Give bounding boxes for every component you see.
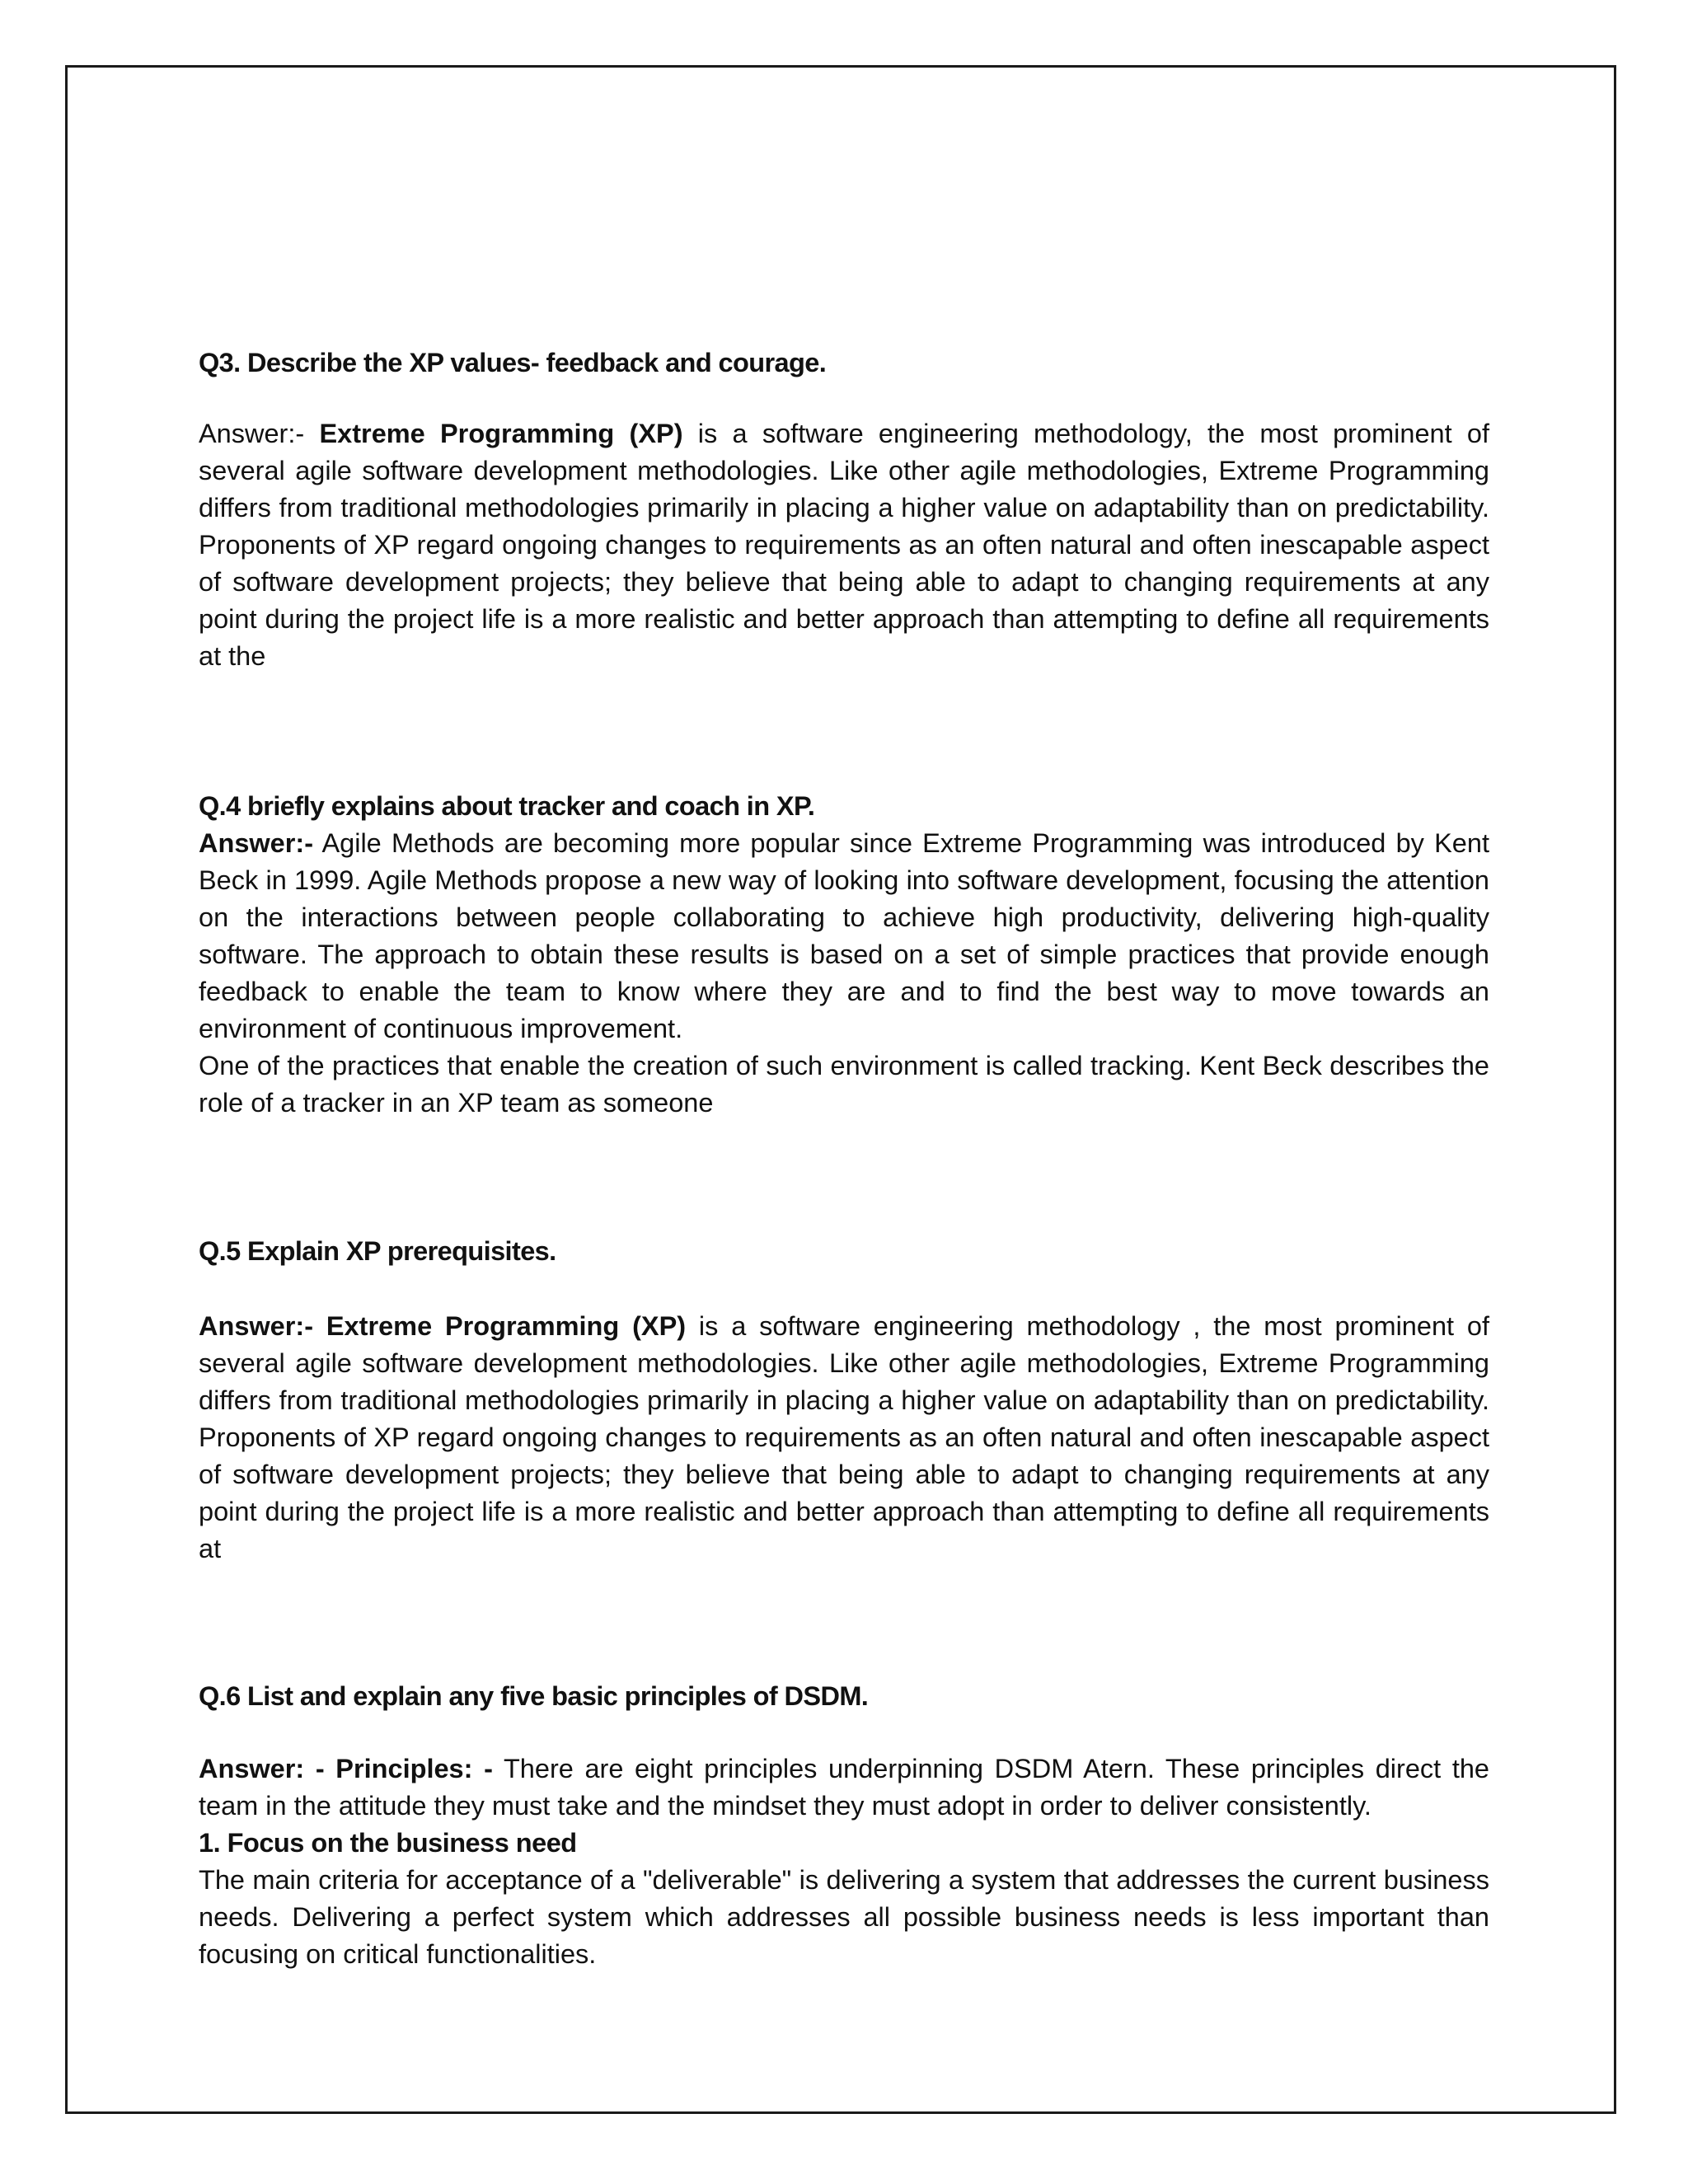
- principle-1-title: 1. Focus on the business need: [199, 1828, 577, 1858]
- q5-answer: [199, 1308, 1489, 1568]
- q5-answer-text: is a software engineering methodology , the most prominent of several agile software development methodologies. Like other agile methodologies, Extreme Programming differs from traditional methodologies primarily in placing a higher value on adaptability than on predictability. Proponents of XP regard ongoing changes to requirements as an often natural and often inescapable aspect of software development projects; they believe that being able to adapt to changing requirements at any point during the project life is a more realistic and better approach than attempting to define all requirements at: [199, 1311, 1490, 1563]
- q4-answer-continued: One of the practices that enable the creation of such environment is called tracking. Kent Beck describes the role of a tracker in an XP team as someone: [199, 1051, 1489, 1118]
- q3-heading: Q3. Describe the XP values- feedback and courage.: [199, 348, 827, 377]
- q3-answer-text: is a software engineering methodology, the most prominent of several agile software development methodologies. Like other agile methodologies, Extreme Programming differs from traditional methodologies primarily in placing a higher value on adaptability than on predictability. Proponents of XP regard ongoing changes to requirements as an often natural and often inescapable aspect of software development projects; they believe that being able to adapt to changing requirements at any point during the project life is a more realistic and better approach than attempting to define all requirements at the: [199, 419, 1489, 671]
- q5-answer-label: Answer:- Extreme Programming (XP): [199, 1311, 687, 1341]
- q6-answer: [199, 1750, 1489, 1825]
- q4-answer: [199, 825, 1489, 1047]
- principle-1-text: The main criteria for acceptance of a "deliverable" is delivering a system that addresses the current business needs. Delivering a perfect system which addresses all possible business needs is less important than focusing on critical functionalities.: [199, 1865, 1489, 1969]
- q3-answer: [199, 415, 1489, 675]
- q6-answer-text: There are eight principles underpinning DSDM Atern. These principles direct the team in the attitude they must take and the mindset they must adopt in order to deliver consistently.: [199, 1754, 1490, 1821]
- q4-answer-text: Agile Methods are becoming more popular since Extreme Programming was introduced by Kent Beck in 1999. Agile Methods propose a new way of looking into software development, focusing the attention on the interactions between people collaborating to achieve high productivity, delivering high-quality software. The approach to obtain these results is based on a set of simple practices that provide enough feedback to enable the team to know where they are and to find the best way to move towards an environment of continuous improvement.: [199, 828, 1489, 1043]
- q4-heading: Q.4 briefly explains about tracker and coach in XP.: [199, 791, 815, 821]
- q3-answer-prefix: Answer:-: [199, 419, 320, 448]
- q3-answer-term: Extreme Programming (XP): [319, 419, 683, 448]
- q5-heading: Q.5 Explain XP prerequisites.: [199, 1236, 556, 1266]
- q6-answer-label: Answer: - Principles: -: [199, 1754, 493, 1783]
- q4-answer-label: Answer:-: [199, 828, 314, 858]
- q6-heading: Q.6 List and explain any five basic principles of DSDM.: [199, 1681, 869, 1711]
